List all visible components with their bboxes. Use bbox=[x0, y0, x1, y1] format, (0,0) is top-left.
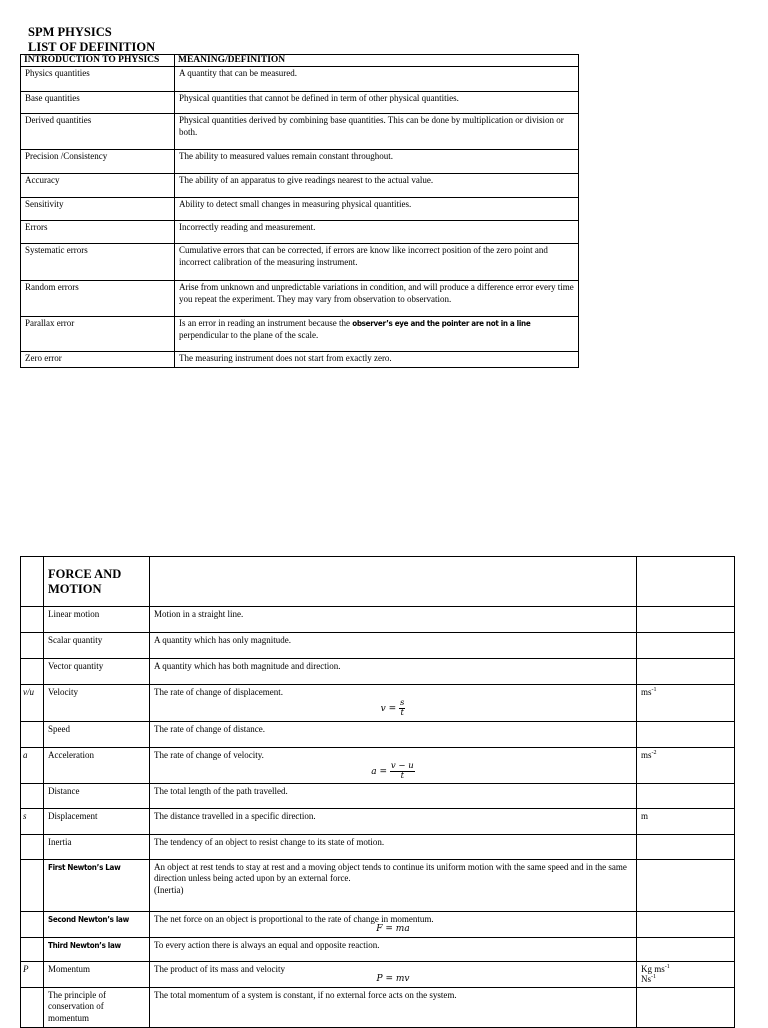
definition-cell: A quantity which has both magnitude and direction. bbox=[150, 659, 637, 685]
table-row bbox=[21, 783, 735, 808]
unit-cell bbox=[637, 911, 735, 937]
force-and-motion-table bbox=[20, 556, 735, 1028]
definition-text: The rate of change of velocity. bbox=[154, 750, 264, 760]
definition-cell: Arise from unknown and unpredictable variations in condition, and will produce a difference error every time you repeat the experiment. They may vary from observation to observation. bbox=[175, 281, 579, 317]
term-cell: The principle of conservation of momentum bbox=[44, 987, 150, 1027]
table-row bbox=[21, 834, 735, 859]
definition-text: The product of its mass and velocity bbox=[154, 963, 285, 974]
table-row bbox=[21, 937, 735, 961]
unit-cell bbox=[637, 607, 735, 633]
table-row bbox=[21, 659, 735, 685]
unit-cell bbox=[637, 748, 735, 784]
unit-cell bbox=[637, 783, 735, 808]
definition-cell: Cumulative errors that can be corrected, if errors are know like incorrect position of the zero point and incorrect calibration of the measuring instrument. bbox=[175, 244, 579, 281]
symbol-cell bbox=[21, 911, 44, 937]
definition-cell: The total momentum of a system is constant, if no external force acts on the system. bbox=[150, 987, 637, 1027]
term-cell: Precision /Consistency bbox=[21, 150, 175, 174]
velocity-formula bbox=[154, 699, 632, 718]
term-cell: Momentum bbox=[44, 961, 150, 987]
symbol-cell bbox=[21, 722, 44, 748]
term-cell: Base quantities bbox=[21, 92, 175, 114]
table-row bbox=[21, 808, 735, 834]
table-row bbox=[21, 174, 579, 198]
definition-cell: The total length of the path travelled. bbox=[150, 783, 637, 808]
unit-text: Kg ms bbox=[641, 963, 665, 974]
definition-cell: The measuring instrument does not start from exactly zero. bbox=[175, 352, 579, 368]
term-cell: Distance bbox=[44, 783, 150, 808]
table-row bbox=[21, 633, 735, 659]
unit-text: ms bbox=[641, 687, 652, 697]
symbol-cell bbox=[21, 783, 44, 808]
unit-cell bbox=[637, 633, 735, 659]
table-row bbox=[21, 911, 735, 937]
definition-cell: A quantity which has only magnitude. bbox=[150, 633, 637, 659]
definition-cell bbox=[150, 961, 637, 987]
unit-text: ms bbox=[641, 750, 652, 760]
term-cell: Sensitivity bbox=[21, 198, 175, 221]
momentum-formula: P = mv bbox=[376, 974, 410, 984]
formula-denominator: t bbox=[400, 770, 405, 781]
formula-fraction bbox=[399, 699, 405, 718]
definition-cell bbox=[150, 748, 637, 784]
table-row bbox=[21, 150, 579, 174]
term-cell: Scalar quantity bbox=[44, 633, 150, 659]
formula-numerator: v − u bbox=[390, 760, 414, 771]
unit-cell: m bbox=[637, 808, 735, 834]
term-cell: Physics quantities bbox=[21, 67, 175, 92]
unit-cell bbox=[637, 961, 735, 987]
term-cell: Acceleration bbox=[44, 748, 150, 784]
table-row bbox=[21, 67, 579, 92]
definition-text: The rate of change of displacement. bbox=[154, 687, 283, 697]
table-row bbox=[21, 987, 735, 1027]
term-cell: Third Newton’s law bbox=[44, 937, 150, 961]
formula-numerator: s bbox=[400, 697, 405, 708]
table-row bbox=[21, 859, 735, 911]
acceleration-formula bbox=[154, 762, 632, 781]
table-row bbox=[21, 198, 579, 221]
definition-text: An object at rest tends to stay at rest and a moving object tends to continue its uniform motion with the same speed and in the same direction unless being acted upon by an external force. bbox=[154, 861, 627, 883]
definition-cell: The ability to measured values remain constant throughout. bbox=[175, 150, 579, 174]
unit-exponent: -1 bbox=[651, 974, 657, 980]
term-cell: Systematic errors bbox=[21, 244, 175, 281]
topic-heading: FORCE AND MOTION bbox=[44, 557, 150, 607]
definition-cell: Physical quantities derived by combining base quantities. This can be done by multiplication or division or both. bbox=[175, 114, 579, 150]
table-row bbox=[21, 92, 579, 114]
symbol-cell bbox=[21, 633, 44, 659]
definition-cell: The distance travelled in a specific direction. bbox=[150, 808, 637, 834]
definition-emphasis: observer’s eye and the pointer are not in a line bbox=[352, 319, 531, 328]
term-cell: Second Newton’s law bbox=[44, 911, 150, 937]
definition-cell: Motion in a straight line. bbox=[150, 607, 637, 633]
unit-cell bbox=[637, 834, 735, 859]
document-title: SPM PHYSICS bbox=[28, 25, 112, 39]
unit-exponent: -1 bbox=[651, 687, 657, 693]
symbol-cell bbox=[21, 834, 44, 859]
unit-exponent: -2 bbox=[651, 750, 657, 756]
term-cell: Displacement bbox=[44, 808, 150, 834]
definition-cell: The rate of change of distance. bbox=[150, 722, 637, 748]
term-cell: Errors bbox=[21, 221, 175, 244]
table-row bbox=[21, 685, 735, 722]
unit-cell bbox=[637, 859, 735, 911]
term-cell: Random errors bbox=[21, 281, 175, 317]
definition-cell bbox=[175, 317, 579, 352]
table1-header-definition: MEANING/DEFINITION bbox=[175, 55, 579, 67]
definition-cell bbox=[150, 685, 637, 722]
unit-cell bbox=[637, 722, 735, 748]
table-row bbox=[21, 244, 579, 281]
definition-cell: Incorrectly reading and measurement. bbox=[175, 221, 579, 244]
formula-lhs: v = bbox=[380, 703, 397, 714]
unit-cell bbox=[637, 659, 735, 685]
table-row bbox=[21, 317, 579, 352]
table1-header-term: INTRODUCTION TO PHYSICS bbox=[21, 55, 175, 67]
definition-cell: The tendency of an object to resist change to its state of motion. bbox=[150, 834, 637, 859]
definition-cell bbox=[150, 859, 637, 911]
term-cell: Derived quantities bbox=[21, 114, 175, 150]
newton-second-law-formula: F = ma bbox=[376, 924, 410, 934]
formula-denominator: t bbox=[400, 707, 404, 718]
unit-text: Ns bbox=[641, 974, 652, 984]
term-cell: Speed bbox=[44, 722, 150, 748]
unit-exponent: -1 bbox=[664, 963, 670, 970]
term-cell: Parallax error bbox=[21, 317, 175, 352]
table-row bbox=[21, 748, 735, 784]
table-row bbox=[21, 607, 735, 633]
term-cell: Vector quantity bbox=[44, 659, 150, 685]
symbol-cell: s bbox=[21, 808, 44, 834]
table-row bbox=[21, 352, 579, 368]
symbol-cell bbox=[21, 987, 44, 1027]
unit-cell bbox=[637, 685, 735, 722]
symbol-cell bbox=[21, 859, 44, 911]
term-cell: First Newton’s Law bbox=[44, 859, 150, 911]
unit-cell bbox=[637, 987, 735, 1027]
symbol-cell: v/u bbox=[21, 685, 44, 722]
term-cell: Velocity bbox=[44, 685, 150, 722]
table-row bbox=[21, 221, 579, 244]
unit-cell bbox=[637, 937, 735, 961]
document-subtitle: LIST OF DEFINITION bbox=[28, 40, 156, 54]
symbol-cell bbox=[21, 607, 44, 633]
definition-text: Is an error in reading an instrument because the bbox=[179, 318, 353, 328]
symbol-cell: P bbox=[21, 961, 44, 987]
definition-cell bbox=[150, 911, 637, 937]
formula-fraction bbox=[390, 762, 415, 781]
table-row bbox=[21, 281, 579, 317]
introduction-definitions-table bbox=[20, 54, 579, 368]
definition-text: perpendicular to the plane of the scale. bbox=[179, 329, 319, 340]
definition-text: The net force on an object is proportional to the rate of change in momentum. bbox=[154, 913, 434, 924]
symbol-cell: a bbox=[21, 748, 44, 784]
definition-cell: Physical quantities that cannot be defined in term of other physical quantities. bbox=[175, 92, 579, 114]
table-row bbox=[21, 114, 579, 150]
definition-cell: To every action there is always an equal and opposite reaction. bbox=[150, 937, 637, 961]
table-row bbox=[21, 722, 735, 748]
definition-cell: Ability to detect small changes in measuring physical quantities. bbox=[175, 198, 579, 221]
symbol-cell bbox=[21, 937, 44, 961]
definition-cell: The ability of an apparatus to give readings nearest to the actual value. bbox=[175, 174, 579, 198]
term-cell: Inertia bbox=[44, 834, 150, 859]
definition-note: (Inertia) bbox=[154, 884, 184, 895]
term-cell: Linear motion bbox=[44, 607, 150, 633]
term-cell: Accuracy bbox=[21, 174, 175, 198]
table-row bbox=[21, 961, 735, 987]
formula-lhs: a = bbox=[371, 766, 388, 777]
symbol-cell bbox=[21, 659, 44, 685]
term-cell: Zero error bbox=[21, 352, 175, 368]
definition-cell: A quantity that can be measured. bbox=[175, 67, 579, 92]
